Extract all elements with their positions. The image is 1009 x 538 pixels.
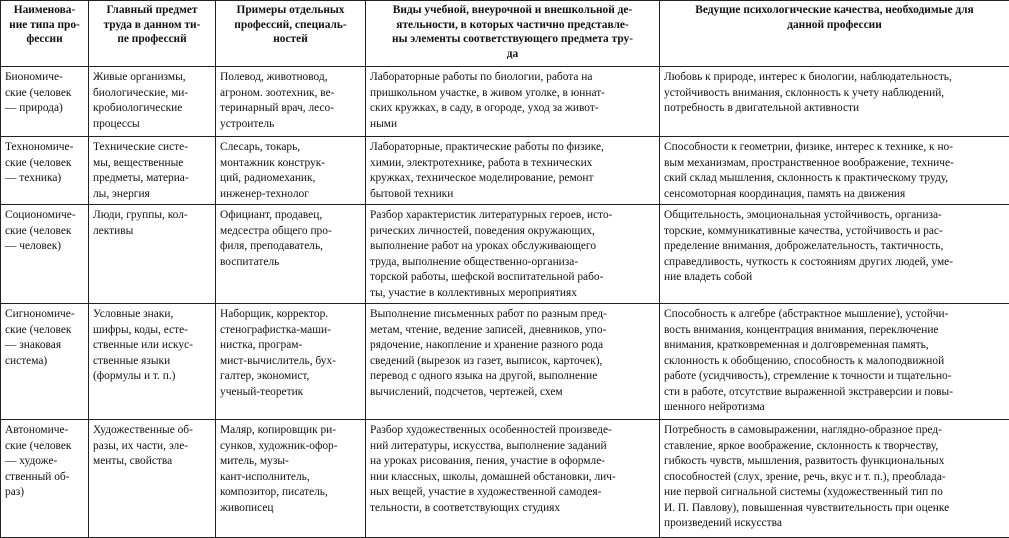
cell-psychological-qualities: Потребность в самовыражении, наглядно-образное пред- ставление, яркое воображение, склонность к творчеству, гибкость чувств, мышления, развитость функциональных способностей (слух, зрение, речь, вкус и т. п.), преоблада- ние первой сигнальной системы (художественный тип по И. П. Павлову), повышенная чувствительность при оценке произведений искусства [660, 420, 1009, 538]
header-activities: Виды учебной, внеурочной и внешкольной де- ятельности, в которых частично представле- ны элементы соответствующего предмета тру- да [366, 1, 660, 67]
cell-psychological-qualities: Общительность, эмоциональная устойчивость, организа- торские, коммуникативные качества, устойчивость и рас- пределение внимания, доброжелательность, тактичность, справедливость, чуткость к состояниям других людей, уме- ние владеть собой [660, 205, 1009, 304]
header-main-subject: Главный предмет труда в данном ти- пе профессий [89, 1, 216, 67]
cell-psychological-qualities: Способность к алгебре (абстрактное мышление), устойчи- вость внимания, концентрация внимания, переключение внимания, кратковременная и долговременная память, склонность к обобщению, способность к малоподвижной работе (усидчивость), стремление к точности и тщательно- сти в работе, отсутствие выраженной экстраверсии и повы- шенного нейротизма [660, 304, 1009, 420]
cell-example-professions: Маляр, копировщик ри- сунков, художник-офор- митель, музы- кант-исполнитель, композитор, писатель, живописец [216, 420, 366, 538]
cell-profession-type: Социономиче- ские (человек — человек) [1, 205, 89, 304]
table-header-row [1, 1, 1009, 67]
cell-example-professions: Слесарь, токарь, монтажник конструк- ций, радиомеханик, инженер-технолог [216, 137, 366, 205]
table-row [1, 304, 1009, 420]
cell-psychological-qualities: Любовь к природе, интерес к биологии, наблюдательность, устойчивость внимания, склонность к учету наблюдений, потребность в двигательной активности [660, 67, 1009, 137]
cell-profession-type: Автономиче- ские (человек — художе- ственный об- раз) [1, 420, 89, 538]
cell-activities: Лабораторные, практические работы по физике, химии, электротехнике, работа в технических кружках, техническое моделирование, ремонт бытовой техники [366, 137, 660, 205]
cell-profession-type: Биономиче- ские (человек — природа) [1, 67, 89, 137]
cell-activities: Разбор характеристик литературных героев, исто- рических личностей, поведения окружающих, выполнение работ на уроках обслуживающего труда, выполнение общественно-организа- торской работы, шефской воспитательной рабо- ты, участие в коллективных мероприятиях [366, 205, 660, 304]
cell-example-professions: Полевод, животновод, агроном. зоотехник, ве- теринарный врач, лесо- устроитель [216, 67, 366, 137]
cell-main-subject: Условные знаки, шифры, коды, есте- ственные или искус- ственные языки (формулы и т. п.) [89, 304, 216, 420]
cell-example-professions: Наборщик, корректор. стенографистка-маши- нистка, програм- мист-вычислитель, бух- галтер, экономист, ученый-теоретик [216, 304, 366, 420]
cell-example-professions: Официант, продавец, медсестра общего про- филя, преподаватель, воспитатель [216, 205, 366, 304]
cell-activities: Выполнение письменных работ по разным пред- метам, чтение, ведение записей, дневников, упо- рядочение, накопление и хранение разного рода сведений (вырезок из газет, выписок, карточек), перевод с одного языка на другой, выполнение вычислений, подсчетов, чертежей, схем [366, 304, 660, 420]
cell-main-subject: Живые организмы, биологические, ми- кробиологические процессы [89, 67, 216, 137]
cell-main-subject: Художественные об- разы, их части, эле- менты, свойства [89, 420, 216, 538]
table-row [1, 205, 1009, 304]
header-example-professions: Примеры отдельных профессий, специаль- ностей [216, 1, 366, 67]
cell-psychological-qualities: Способности к геометрии, физике, интерес к технике, к но- вым механизмам, пространственное воображение, техниче- ский склад мышления, склонность к практическому труду, сенсомоторная координация, память на движения [660, 137, 1009, 205]
table-row [1, 67, 1009, 137]
cell-profession-type: Сигнономиче- ские (человек — знаковая система) [1, 304, 89, 420]
header-psychological-qualities: Ведущие психологические качества, необходимые для данной профессии [660, 1, 1009, 67]
cell-main-subject: Технические систе- мы, вещественные предметы, материа- лы, энергия [89, 137, 216, 205]
table-row [1, 137, 1009, 205]
table-row [1, 420, 1009, 538]
header-profession-type: Наименова- ние типа про- фессии [1, 1, 89, 67]
cell-activities: Лабораторные работы по биологии, работа на пришкольном участке, в живом уголке, в юннат- ских кружках, в саду, в огороде, уход за живот- ными [366, 67, 660, 137]
cell-main-subject: Люди, группы, кол- лективы [89, 205, 216, 304]
cell-activities: Разбор художественных особенностей произведе- ний литературы, искусства, выполнение заданий на уроках рисования, пения, участие в оформле- нии классных, школы, домашней обстановки, лич- ных вещей, участие в художественной самодея- тельности, в соответствующих студиях [366, 420, 660, 538]
cell-profession-type: Технономиче- ские (человек — техника) [1, 137, 89, 205]
